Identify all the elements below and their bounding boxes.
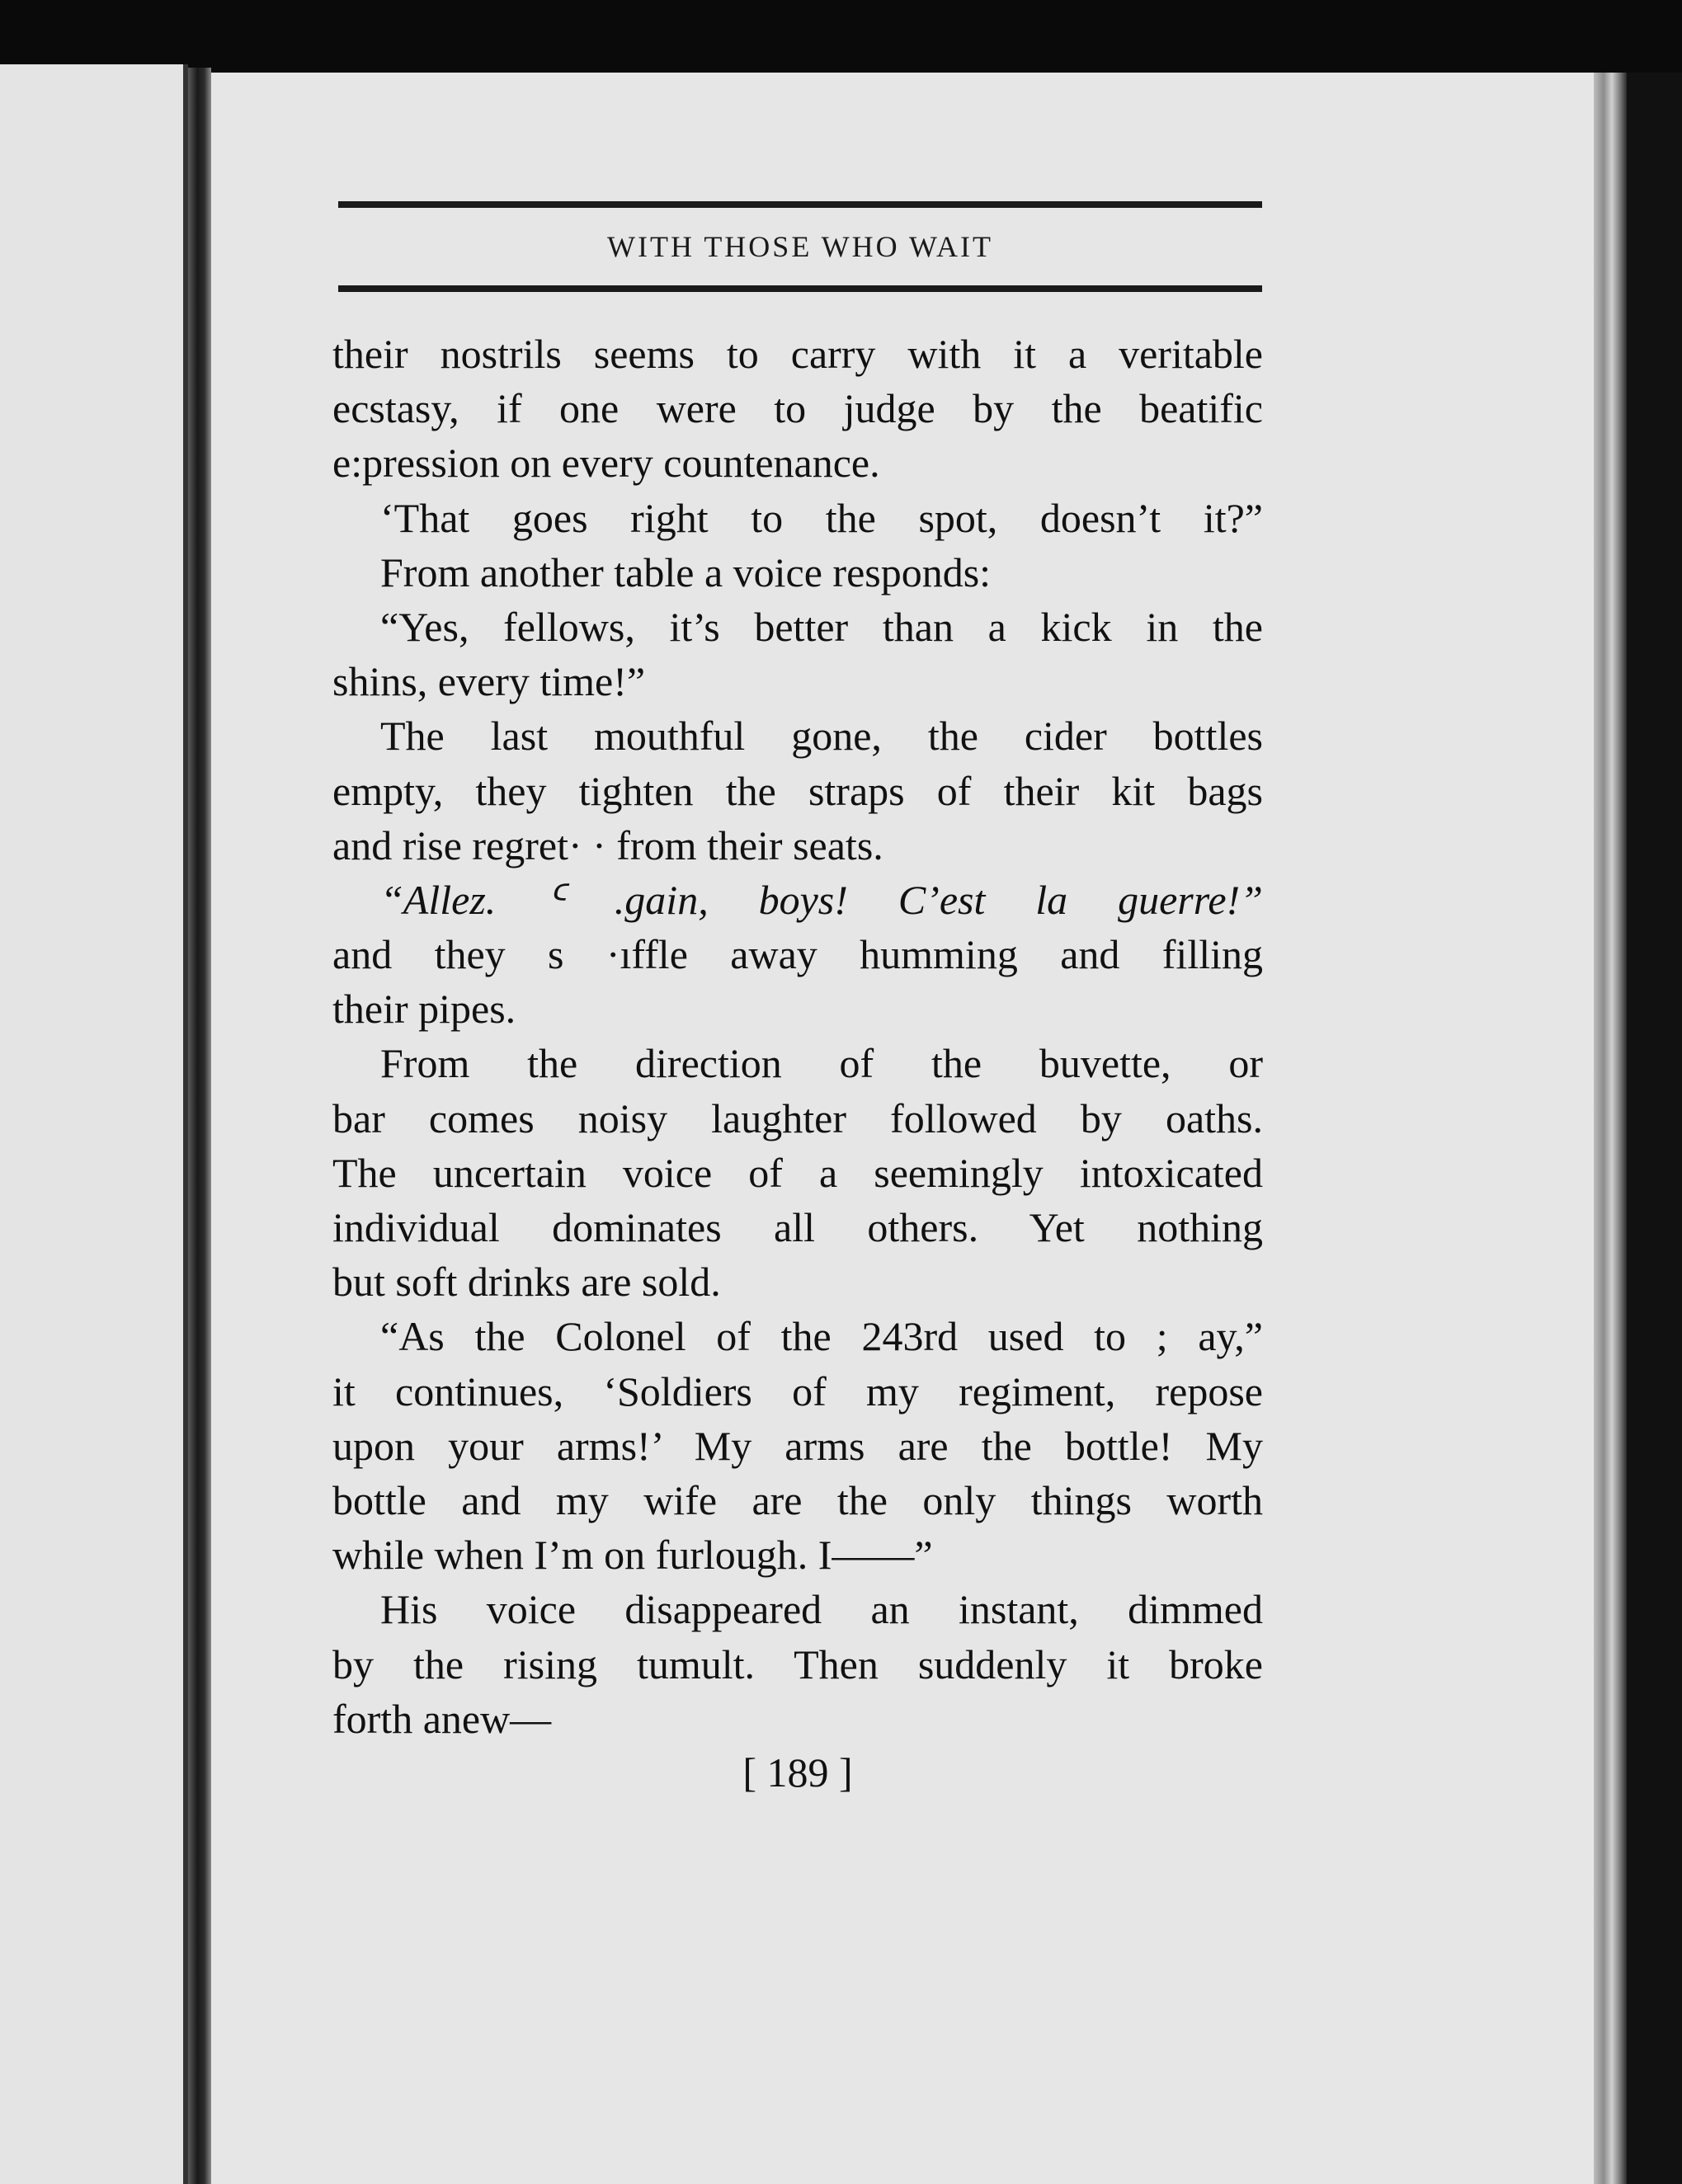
page-number: [ 189 ] xyxy=(742,1749,853,1796)
text-line: bottle and my wife are the only things worth xyxy=(332,1476,1263,1523)
text-line: shins, every time!” xyxy=(332,658,646,705)
scan-right-border xyxy=(1627,73,1682,2184)
text-line: The uncertain voice of a seemingly intoxicated xyxy=(332,1149,1263,1196)
header-rule-top xyxy=(338,201,1262,208)
text-line: From the direction of the buvette, or xyxy=(380,1040,1263,1087)
text-line: “Allez. ᑦ .gain, boys! C’est la guerre!” xyxy=(380,876,1263,923)
scan-top-border xyxy=(0,0,1682,78)
text-line: “As the Colonel of the 243rd used to ; ay,” xyxy=(380,1313,1263,1360)
text-line: ‘That goes right to the spot, doesn’t it?” xyxy=(380,494,1263,541)
text-line: empty, they tighten the straps of their kit bags xyxy=(332,767,1263,814)
book-gutter xyxy=(188,68,211,2184)
text-line: The last mouthful gone, the cider bottles xyxy=(380,713,1263,760)
body-text xyxy=(332,327,1263,1746)
text-line: but soft drinks are sold. xyxy=(332,1259,721,1306)
text-line: and they s ·ıffle away humming and filling xyxy=(332,931,1263,978)
text-line: From another table a voice responds: xyxy=(380,548,992,595)
text-line: ecstasy, if one were to judge by the beatific xyxy=(332,385,1263,432)
text-line: it continues, ‘Soldiers of my regiment, repose xyxy=(332,1367,1263,1414)
text-line: “Yes, fellows, it’s better than a kick in the xyxy=(380,603,1263,650)
running-head: WITH THOSE WHO WAIT xyxy=(607,230,993,263)
page-stack-edge xyxy=(1594,73,1627,2184)
text-line: e:pression on every countenance. xyxy=(332,440,880,487)
text-line: forth anew— xyxy=(332,1695,552,1742)
text-line: their pipes. xyxy=(332,986,516,1033)
text-line: their nostrils seems to carry with it a veritable xyxy=(332,331,1263,377)
text-line: upon your arms!’ My arms are the bottle! My xyxy=(332,1422,1263,1469)
facing-page-edge xyxy=(0,64,188,2184)
header-rule-bottom xyxy=(338,285,1262,292)
text-line: by the rising tumult. Then suddenly it broke xyxy=(332,1640,1263,1687)
text-line: while when I’m on furlough. I——” xyxy=(332,1532,933,1579)
text-line: bar comes noisy laughter followed by oaths. xyxy=(332,1094,1263,1141)
text-line: His voice disappeared an instant, dimmed xyxy=(380,1586,1263,1633)
text-line: individual dominates all others. Yet nothing xyxy=(332,1204,1263,1250)
text-line: and rise regret· · from their seats. xyxy=(332,821,883,868)
